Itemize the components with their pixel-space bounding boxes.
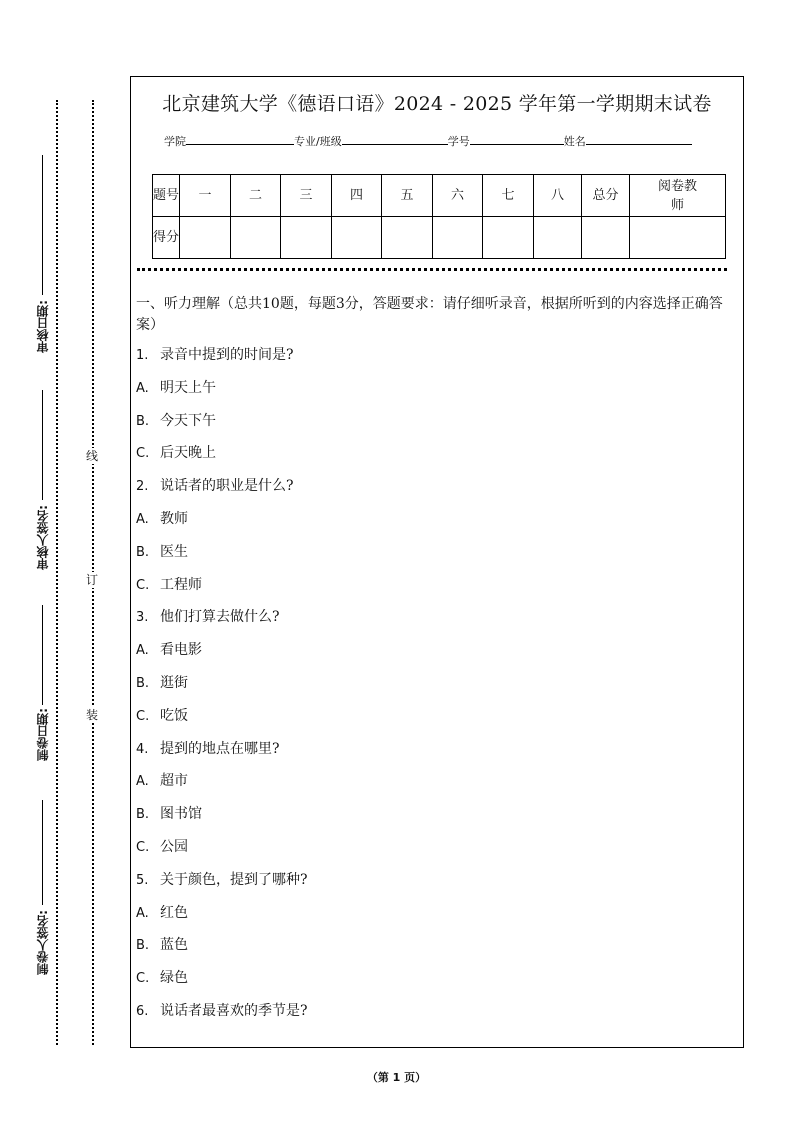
option[interactable] — [136, 544, 736, 577]
col-header: 六 — [433, 175, 483, 217]
score-cell[interactable] — [534, 217, 582, 259]
question-text: 关于颜色，提到了哪种? — [160, 871, 308, 888]
option-label: C. — [136, 839, 150, 855]
option-label: B. — [136, 544, 150, 560]
option-text: 蓝色 — [160, 937, 188, 954]
score-cell[interactable] — [433, 217, 483, 259]
option-label: C. — [136, 971, 150, 987]
page-number: （第 1 页） — [366, 1071, 427, 1084]
col-header: 一 — [180, 175, 231, 217]
option[interactable] — [136, 905, 736, 938]
question-text: 提到的地点在哪里? — [160, 740, 280, 757]
option[interactable] — [136, 970, 736, 1003]
option-label: B. — [136, 675, 150, 691]
option-label: A. — [136, 774, 149, 790]
prep-date-label: 制卷日期: — [36, 708, 50, 761]
option-text: 图书馆 — [160, 806, 202, 823]
question-number-header: 题号 — [153, 175, 180, 217]
student-id-field[interactable] — [470, 134, 564, 145]
option-text: 医生 — [160, 543, 188, 560]
question-text: 说话者的职业是什么? — [160, 478, 294, 495]
option-text: 绿色 — [160, 970, 188, 987]
option-text: 红色 — [160, 904, 188, 921]
question — [136, 1003, 736, 1036]
option[interactable] — [136, 445, 736, 478]
option[interactable] — [136, 511, 736, 544]
option-text: 公园 — [160, 838, 188, 855]
option-text: 教师 — [160, 510, 188, 527]
question — [136, 872, 736, 905]
score-cell[interactable] — [281, 217, 332, 259]
score-cell[interactable] — [332, 217, 382, 259]
score-table-header-row — [153, 175, 726, 217]
question — [136, 609, 736, 642]
question — [136, 741, 736, 774]
reviewer-signature-label: 审核人签名: — [36, 505, 50, 570]
option-label: B. — [136, 413, 150, 429]
question — [136, 347, 736, 380]
option[interactable] — [136, 937, 736, 970]
col-header: 八 — [534, 175, 582, 217]
col-header: 七 — [483, 175, 534, 217]
bind-char-bind: 装 — [85, 708, 98, 722]
option[interactable] — [136, 413, 736, 446]
section-1-heading: 一、听力理解（总共10题，每题3分，答题要求：请仔细听录音，根据所听到的内容选择正确答案） — [136, 296, 723, 333]
prep-date-line — [42, 605, 43, 705]
option-text: 看电影 — [160, 642, 202, 659]
option-text: 今天下午 — [160, 412, 216, 429]
college-label: 学院 — [164, 135, 186, 148]
total-header: 总分 — [582, 175, 630, 217]
score-cell[interactable] — [231, 217, 281, 259]
question-number: 2. — [136, 479, 149, 495]
col-header: 四 — [332, 175, 382, 217]
option[interactable] — [136, 675, 736, 708]
bind-char-line: 线 — [85, 449, 98, 463]
question-text: 说话者最喜欢的季节是? — [160, 1002, 308, 1019]
option-label: A. — [136, 643, 149, 659]
option-label: A. — [136, 905, 149, 921]
major-class-label: 专业/班级 — [294, 135, 342, 148]
option-label: C. — [136, 577, 150, 593]
question-number: 4. — [136, 741, 149, 757]
question-text: 他们打算去做什么? — [160, 609, 280, 626]
option-text: 明天上午 — [160, 379, 216, 396]
separator-dotted — [137, 268, 727, 271]
option[interactable] — [136, 577, 736, 610]
option[interactable] — [136, 380, 736, 413]
score-cell[interactable] — [180, 217, 231, 259]
option-text: 工程师 — [160, 576, 202, 593]
option-text: 后天晚上 — [160, 445, 216, 462]
score-cell[interactable] — [483, 217, 534, 259]
name-field[interactable] — [586, 134, 692, 145]
col-header: 三 — [281, 175, 332, 217]
question-number: 5. — [136, 872, 149, 888]
review-date-line — [42, 155, 43, 295]
exam-title: 北京建筑大学《德语口语》2024 - 2025 学年第一学期期末试卷 — [162, 93, 712, 115]
option-text: 超市 — [160, 773, 188, 790]
bind-char-order: 订 — [85, 573, 98, 587]
exam-frame — [130, 76, 744, 1048]
question — [136, 478, 736, 511]
option[interactable] — [136, 806, 736, 839]
question-number: 1. — [136, 348, 149, 363]
question-number: 3. — [136, 610, 149, 626]
score-table-score-row — [153, 217, 726, 259]
grader-cell[interactable] — [630, 217, 726, 259]
score-row-header: 得分 — [153, 217, 180, 259]
option[interactable] — [136, 839, 736, 872]
option[interactable] — [136, 642, 736, 675]
option[interactable] — [136, 773, 736, 806]
col-header: 五 — [382, 175, 433, 217]
option-label: A. — [136, 511, 149, 527]
question-number: 6. — [136, 1003, 149, 1019]
option-label: C. — [136, 446, 150, 462]
question-list — [136, 347, 736, 1036]
preparer-signature-label: 制卷人签名: — [36, 910, 50, 975]
option[interactable] — [136, 708, 736, 741]
binding-dotted-line-outer — [56, 100, 58, 1045]
review-date-label: 审核日期: — [36, 300, 50, 353]
option-label: A. — [136, 380, 149, 396]
total-score-cell[interactable] — [582, 217, 630, 259]
score-cell[interactable] — [382, 217, 433, 259]
option-text: 逛街 — [160, 674, 188, 691]
name-label: 姓名 — [563, 135, 586, 148]
option-text: 吃饭 — [160, 707, 188, 724]
reviewer-signature-line — [42, 390, 43, 500]
score-table — [152, 174, 726, 259]
col-header: 二 — [231, 175, 281, 217]
preparer-signature-line — [42, 800, 43, 905]
major-class-field[interactable] — [342, 134, 448, 145]
student-info-row — [164, 133, 692, 149]
college-field[interactable] — [186, 134, 294, 145]
option-label: B. — [136, 807, 150, 823]
option-label: C. — [136, 708, 150, 724]
question-text: 录音中提到的时间是? — [160, 347, 294, 363]
grader-header: 阅卷教师 — [630, 175, 726, 217]
option-label: B. — [136, 938, 150, 954]
student-id-label: 学号 — [447, 135, 470, 148]
